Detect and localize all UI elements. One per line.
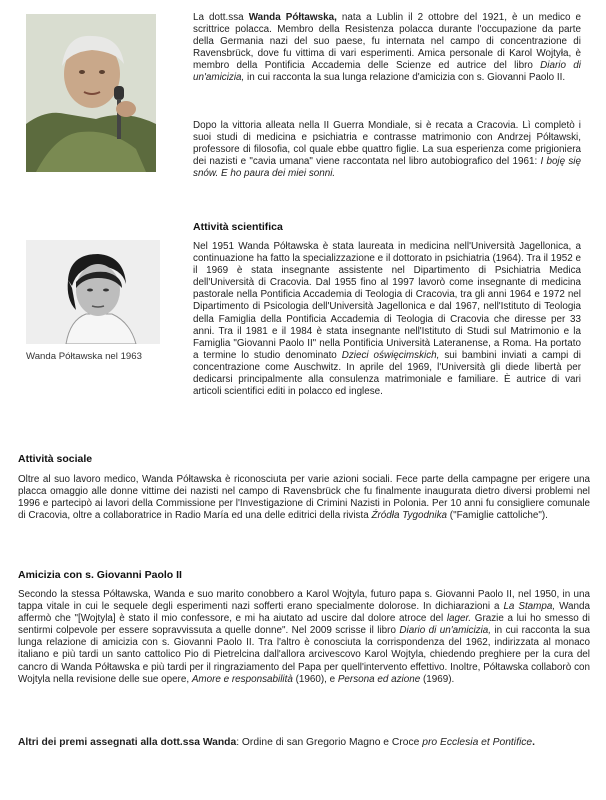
black-white-portrait-photo bbox=[26, 240, 160, 344]
photo-caption: Wanda Półtawska nel 1963 bbox=[26, 351, 142, 362]
social-text: Oltre al suo lavoro medico, Wanda Półtawska è riconosciuta per varie azioni sociali. Fece parte della campagne per erigere una placca omaggio alle donne vittime dei nazisti nel campo di Ravensbrück che fu finalmente inaugurata dietro diversi problemi nel 1996 e partecipò ai lavori della Commissione per l'Investigazione di Crimini Nazisti in Polonia. Per 10 anni fu consigliere comunale di Cracovia, oltre a collaboratrice in Radio María ed una delle editrici della rivista Źródła Tygodnika ("Famiglie cattoliche"). bbox=[18, 474, 590, 522]
awards-motto: pro Ecclesia et Pontifice bbox=[422, 737, 533, 748]
scientific-heading: Attività scientifica bbox=[193, 221, 283, 233]
magazine-title: Źródła Tygodnika bbox=[371, 510, 448, 522]
social-heading: Attività sociale bbox=[18, 453, 93, 465]
bio-paragraph-1: La dott.ssa Wanda Półtawska, nata a Lublin il 2 ottobre del 1921, è un medico e scrittrice polacca. Membro della Resistenza polacca durante l'occupazione da parte della Germania nazi del suo paese, fu internata nel campo di concentrazione di Ravensbrück, dove fu vittima di vari esperimenti. Amica personale di Karol Wojtyła, è membro della Pontificia Accademia delle Scienze ed autrice del libro Diario di un'amicizia, in cui racconta la sua lunga relazione d'amicizia con s. Giovanni Paolo II. bbox=[193, 12, 581, 84]
bio-paragraph-2: Dopo la vittoria alleata nella II Guerra Mondiale, si è recata a Cracovia. Lì completò i suoi studi di medicina e psichiatria e contrasse matrimonio con Andrzej Półtawski, professore di filosofia, col quale ebbe quattro figlie. La sua esperienza come prigioniera dei nazisti e "cavia umana" viene raccontata nel libro autobiografico del 1961: I boję się snów. E ho paura dei miei sonni. bbox=[193, 120, 581, 180]
friendship-heading: Amicizia con s. Giovanni Paolo II bbox=[18, 569, 182, 581]
bio-autobiography-title: I boję się snów. E ho paura dei miei sonni. bbox=[193, 156, 581, 180]
study-title: Dzieci oświęcimskich, bbox=[341, 349, 440, 361]
bio-name: Wanda Półtawska, bbox=[248, 12, 337, 23]
portrait-with-microphone-photo bbox=[26, 14, 156, 172]
awards-heading: Altri dei premi assegnati alla dott.ssa Wanda bbox=[18, 737, 237, 748]
bio-book-title: Diario di un'amicizia, bbox=[193, 60, 581, 84]
scientific-text: Nel 1951 Wanda Półtawska è stata laureata in medicina nell'Università Jagellonica, a continuazione ha fatto la specializzazione e il dottorato in psichiatria (1964). Tra il 1952 e il 1969 è stata insegnante assistente nel Dipartimento di Psichiatria Medica dell'Università di Cracovia. Dal 1955 fino al 1997 lavorò come insegnante di medicina pastorale nella Pontificia Accademia di Teologia di Cracovia, tra gli anni 1964 e 1972 nel Dipartimento di Psicologia dell'Università Jagellonica e dal 1967, nell'Istituto di Teologia della Famiglia della Pontificia Accademia di Teologia di Cracovia che diresse per 33 anni. Tra il 1981 e il 1984 è stata insegnante nell'Istituto di Studi sul Matrimonio e la Famiglia "Giovanni Paolo II" nella Pontificia Università Lateranense, a Roma. Ha portato a termine lo studio denominato Dzieci oświęcimskich, sui bambini inviati a campi di concentrazione come Auschwitz. In aprile del 1969, l'Università gli diede libertà per dedicarsi principalmente alla consulenza matrimoniale e familiare. È autrice di vari articoli scientifici editi in polacco ed inglese. bbox=[193, 241, 581, 398]
awards-line: Altri dei premi assegnati alla dott.ssa Wanda: Ordine di san Gregorio Magno e Croce pro Ecclesia et Pontifice. bbox=[18, 737, 535, 748]
friendship-text: Secondo la stessa Półtawska, Wanda e suo marito conobbero a Karol Wojtyla, futuro papa s. Giovanni Paolo II, nel 1950, in una tappa vitale in cui le sequele degli esperimenti nazi sofferti erano specialmente dolorose. In dichiarazioni a La Stampa, Wanda affermò che "[Wojtyla] è stato il mio confessore, e mi ha aiutato ad uscire dal dolore atroce del lager. Grazie a lui ho smesso di sentirmi colpevole per essere sopravvissuta a quelle donne". Nel 2009 scrisse il libro Diario di un'amicizia, in cui racconta la sua lunga relazione di amicizia con s. Giovanni Paolo II. Tra l'altro è conosciuta la corrispondenza del 1962, indirizzata al monaco italiano e più tardi un santo cattolico Pio di Pietrelcina dall'allora arcivescovo Karol Wojtyla, chiedendo preghiere per la cura del cancro di Wanda Półtawska e più tardi per il ringraziamento del Papa per quell'intervento effettivo. Inoltre, Półtawska collaborò con Wojtyla nella revisione delle sue opere, Amore e responsabilità (1960), e Persona ed azione (1969). bbox=[18, 589, 591, 685]
